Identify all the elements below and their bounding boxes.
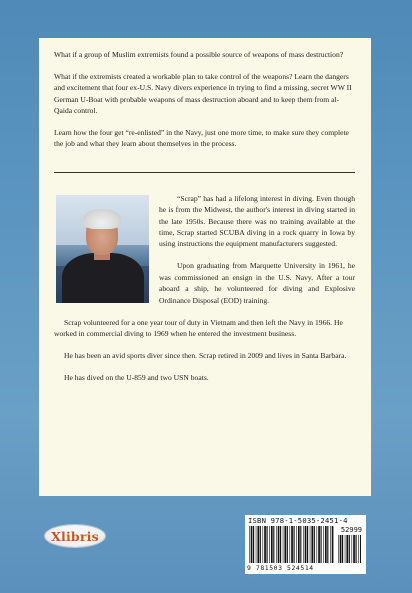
barcode-digits: 9 781503 524514: [247, 564, 314, 572]
author-photo: [56, 195, 149, 303]
barcode-bars: [249, 526, 335, 563]
bio-paragraph-3: Scrap volunteered for a one year tour of duty in Vietnam and then left the Navy in 1966. He worked in commercial diving to 1969 when he entered the investment business.: [54, 317, 343, 338]
blurb-paragraph-3: Learn how the four get “re-enlisted” in the Navy, just one more time, to make sure they complete the job and what they learn about themselves in the process.: [54, 128, 349, 149]
isbn-barcode: [245, 515, 366, 574]
isbn-text: ISBN 978-1-5035-2451-4: [248, 516, 348, 525]
blurb-paragraph-1: What if a group of Muslim extremists found a possible source of weapons of mass destruction?: [54, 50, 344, 59]
price-code: 52999: [340, 526, 362, 534]
blurb-paragraph-2: What if the extremists created a workable plan to take control of the weapons? Learn the dangers and excitement that four ex-U.S. Navy divers experience in trying to find a missing, secret WW II German U-Boat with probable weapons of mass destruction aboard and to keep them from al-Qaida control.: [54, 71, 352, 116]
bio-paragraph-4: He has been an avid sports diver since then. Scrap retired in 2009 and lives in Santa Barbara.: [64, 350, 347, 360]
section-divider: [54, 172, 355, 173]
author-bio-section: [54, 193, 355, 383]
bio-paragraph-2: Upon graduating from Marquette University in 1961, he was commissioned an ensign in the U.S. Navy. After a tour aboard a ship, he volunteered for diving and Explosive Ordinance Disposal (EOD) training.: [159, 261, 355, 305]
bio-paragraph-1: “Scrap” has had a lifelong interest in diving. Even though he is from the Midwest, the author's interest in diving started in the late 1950s. Because there was no training available at the time, Scrap started SCUBA diving in a rock quarry in Iowa by using instructions the equipment manufacturers suggested.: [159, 193, 355, 249]
blurb-section: [54, 49, 355, 150]
publisher-logo: Xlibris: [45, 525, 105, 547]
barcode-addon-bars: [338, 535, 361, 563]
back-cover-panel: [39, 38, 371, 496]
bio-paragraph-5: He has dived on the U-859 and two USN boats.: [64, 372, 209, 382]
